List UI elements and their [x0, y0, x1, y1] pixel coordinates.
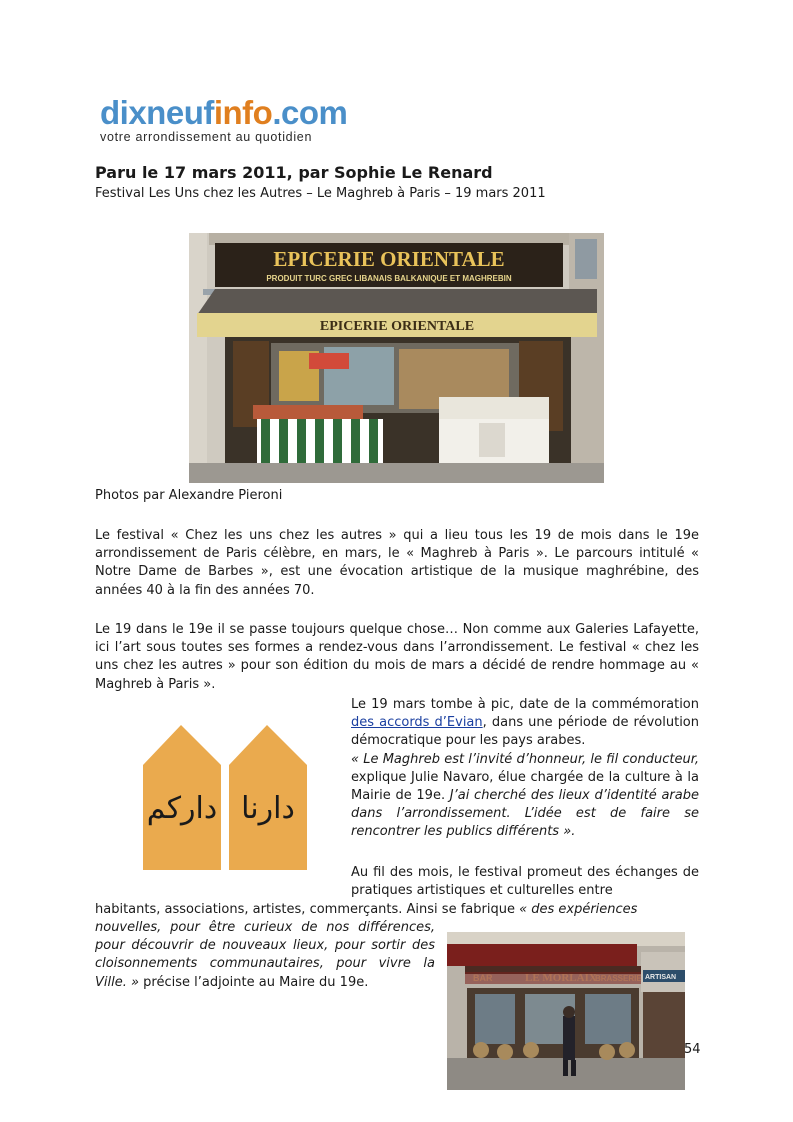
- paragraph-5-plain: habitants, associations, artistes, commerçants. Ainsi se fabrique: [95, 902, 520, 917]
- logo-part-com: .com: [272, 94, 348, 131]
- paragraph-5-quote: « des expériences: [519, 902, 638, 917]
- quote-navaro-2: J’ai cherché des lieux d’identité arabe dans l’arrondissement. L’idée est de faire se rencontrer les publics différents ».: [351, 788, 699, 840]
- sign-sub-text: PRODUIT TURC GREC LIBANAIS BALKANIQUE ET MAGHREBIN: [266, 274, 512, 283]
- article-subheadline: Festival Les Uns chez les Autres – Le Maghreb à Paris – 19 mars 2011: [95, 186, 546, 201]
- page-number: 54: [684, 1042, 701, 1057]
- house-right-text: دارنا: [241, 791, 295, 826]
- logo-part-info: info: [213, 94, 273, 131]
- logo-wordmark: [100, 96, 370, 129]
- logo-tagline: votre arrondissement au quotidien: [100, 130, 313, 144]
- sign-top-text: EPICERIE ORIENTALE: [273, 247, 505, 271]
- evian-accords-link[interactable]: des accords d’Evian: [351, 715, 483, 731]
- paragraph-3-text: Le 19 mars tombe à pic, date de la commémoration: [351, 697, 699, 712]
- paragraph-6: [95, 919, 435, 992]
- right-column-text: [351, 696, 699, 842]
- paragraph-6-quote: nouvelles, pour être curieux de nos différences, pour découvrir de nouveaux lieux, pour sortir des cloisonnements communautaires, pour vivre la Ville. »: [95, 920, 435, 990]
- paragraph-5-start: Au fil des mois, le festival promeut des échanges de pratiques artistiques et culturelles entre: [351, 865, 699, 899]
- paragraph-2: Le 19 dans le 19e il se passe toujours quelque chose… Non comme aux Galeries Lafayette, ici l’art sous toutes ses formes a rendez-vous dans l’arrondissement. Le festival « chez les uns chez les autres » pour son édition du mois de mars a décidé de rendre hommage au « Maghreb à Paris ».: [95, 622, 699, 692]
- paragraph-1: Le festival « Chez les uns chez les autres » qui a lieu tous les 19 de mois dans le 19e arrondissement de Paris célèbre, en mars, le « Maghreb à Paris ». Le parcours intitulé « Notre Dame de Barbes », est une évocation artistique de la musique maghrébine, des années 40 à la fin des années 70.: [95, 528, 699, 598]
- awning-text: EPICERIE ORIENTALE: [319, 319, 475, 334]
- quote-navaro-1: « Le Maghreb est l’invité d’honneur, le fil conducteur,: [351, 751, 699, 767]
- paragraph-6-end: précise l’adjointe au Maire du 19e.: [139, 974, 369, 990]
- logo-part-dixneuf: dixneuf: [100, 94, 214, 131]
- photo-credit: Photos par Alexandre Pieroni: [95, 488, 283, 503]
- storefront-photo: [189, 233, 604, 483]
- paragraph-3-end: , dans une période de révolution démocratique pour les pays arabes.: [351, 715, 699, 749]
- bar-photo: [447, 932, 685, 1090]
- house-left-text: داركم: [146, 791, 218, 826]
- article-headline: Paru le 17 mars 2011, par Sophie Le Renard: [95, 163, 493, 182]
- festival-houses-logo: [133, 720, 333, 870]
- artisan-sign: ARTISAN: [645, 974, 677, 981]
- quote-attribution: explique Julie Navaro, élue chargée de la culture à la Mairie de 19e.: [351, 769, 699, 804]
- paragraph-5-continued: [95, 901, 699, 919]
- site-logo[interactable]: [100, 96, 370, 144]
